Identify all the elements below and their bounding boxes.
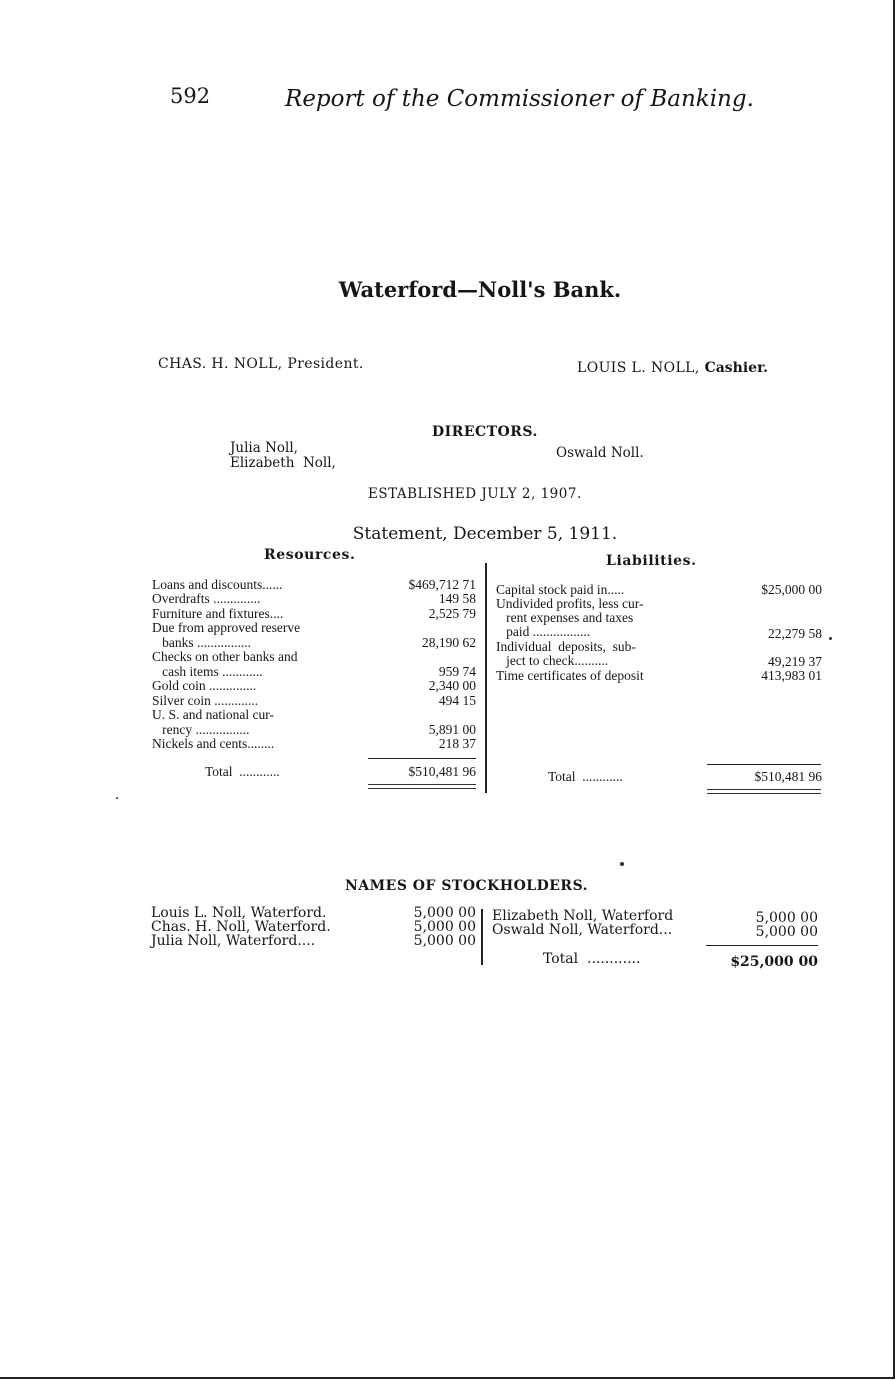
resources-total: $510,481 96 (408, 764, 476, 779)
stockholders-column-divider (481, 909, 483, 965)
statement-column-divider (485, 563, 487, 793)
scan-speck (829, 637, 832, 640)
resource-label: banks ................ (152, 635, 251, 650)
resource-label: Due from approved reserve (152, 620, 301, 635)
running-title: Report of the Commissioner of Banking. (285, 86, 754, 112)
resource-label: Overdrafts .............. (152, 591, 261, 606)
resource-amount: $469,712 71 (408, 577, 476, 592)
stockholders-sum-rule (706, 945, 818, 946)
stockholder-amount: 5,000 00 (413, 919, 476, 935)
director-right: Oswald Noll. (556, 445, 644, 461)
liability-amount: 49,219 37 (768, 654, 822, 669)
stockholder-amount: 5,000 00 (755, 910, 818, 926)
scan-speck (620, 862, 624, 866)
cashier (577, 360, 768, 376)
liability-label: Undivided profits, less cur- (496, 596, 644, 611)
resource-label: U. S. and national cur- (152, 707, 274, 722)
stockholder-name: Louis L. Noll, Waterford. (151, 905, 327, 921)
liability-amount: 413,983 01 (761, 668, 822, 683)
liabilities-total-label: Total ............ (548, 769, 623, 784)
resource-label: Furniture and fixtures.... (152, 606, 284, 621)
statement-title: Statement, December 5, 1911. (352, 524, 618, 544)
president (158, 356, 364, 372)
resource-label: Gold coin .............. (152, 678, 257, 693)
liability-label: ject to check.......... (496, 653, 609, 668)
director-left-1: Julia Noll, (230, 440, 298, 456)
liabilities-double-rule (707, 789, 821, 794)
resource-label: Nickels and cents........ (152, 736, 275, 751)
cashier-title: Cashier. (704, 360, 769, 376)
liability-label: paid ................. (496, 624, 591, 639)
resources-total-label: Total ............ (205, 764, 280, 779)
resources-sum-rule (368, 758, 476, 759)
liability-label: Capital stock paid in..... (496, 582, 625, 597)
stockholder-amount: 5,000 00 (755, 924, 818, 940)
resource-amount: 149 58 (438, 591, 476, 606)
liabilities-sum-rule (707, 764, 821, 765)
stockholder-name: Oswald Noll, Waterford... (492, 922, 673, 938)
directors-heading: DIRECTORS. (432, 424, 538, 440)
resource-label: Loans and discounts...... (152, 577, 283, 592)
resource-amount: 959 74 (438, 664, 476, 679)
stockholder-name: Elizabeth Noll, Waterford (492, 908, 674, 924)
stockholder-name: Chas. H. Noll, Waterford. (151, 919, 331, 935)
stockholders-total-label: Total ............ (543, 951, 641, 967)
resource-label: rency ................ (152, 722, 250, 737)
liability-amount: $25,000 00 (761, 582, 822, 597)
stockholder-amount: 5,000 00 (413, 905, 476, 921)
stockholder-amount: 5,000 00 (413, 933, 476, 949)
president-title: President. (287, 356, 364, 372)
resource-amount: 218 37 (438, 736, 476, 751)
resource-amount: 28,190 62 (422, 635, 476, 650)
resource-label: Checks on other banks and (152, 649, 298, 664)
resource-amount: 2,340 00 (428, 678, 476, 693)
liability-amount: 22,279 58 (768, 626, 822, 641)
president-name: CHAS. H. NOLL, (158, 356, 283, 372)
resources-heading: Resources. (264, 547, 356, 563)
liabilities-heading: Liabilities. (606, 553, 697, 569)
stockholders-heading: NAMES OF STOCKHOLDERS. (345, 878, 589, 894)
page-number: 592 (170, 84, 211, 108)
liabilities-total: $510,481 96 (754, 769, 822, 784)
liability-label: rent expenses and taxes (496, 610, 634, 625)
resources-double-rule (368, 784, 476, 789)
liability-label: Individual deposits, sub- (496, 639, 636, 654)
resource-label: cash items ............ (152, 664, 263, 679)
liability-label: Time certificates of deposit (496, 668, 644, 683)
stockholders-total: $25,000 00 (730, 954, 818, 970)
cashier-name: LOUIS L. NOLL, (577, 360, 700, 376)
resource-amount: 494 15 (438, 693, 476, 708)
director-left-2: Elizabeth Noll, (230, 455, 336, 471)
scan-speck (116, 797, 118, 799)
resource-amount: 2,525 79 (428, 606, 476, 621)
stockholder-name: Julia Noll, Waterford.... (151, 933, 316, 949)
resource-amount: 5,891 00 (428, 722, 476, 737)
resource-label: Silver coin ............. (152, 693, 259, 708)
established-date: ESTABLISHED JULY 2, 1907. (368, 486, 582, 502)
bank-title: Waterford—Noll's Bank. (338, 277, 622, 302)
